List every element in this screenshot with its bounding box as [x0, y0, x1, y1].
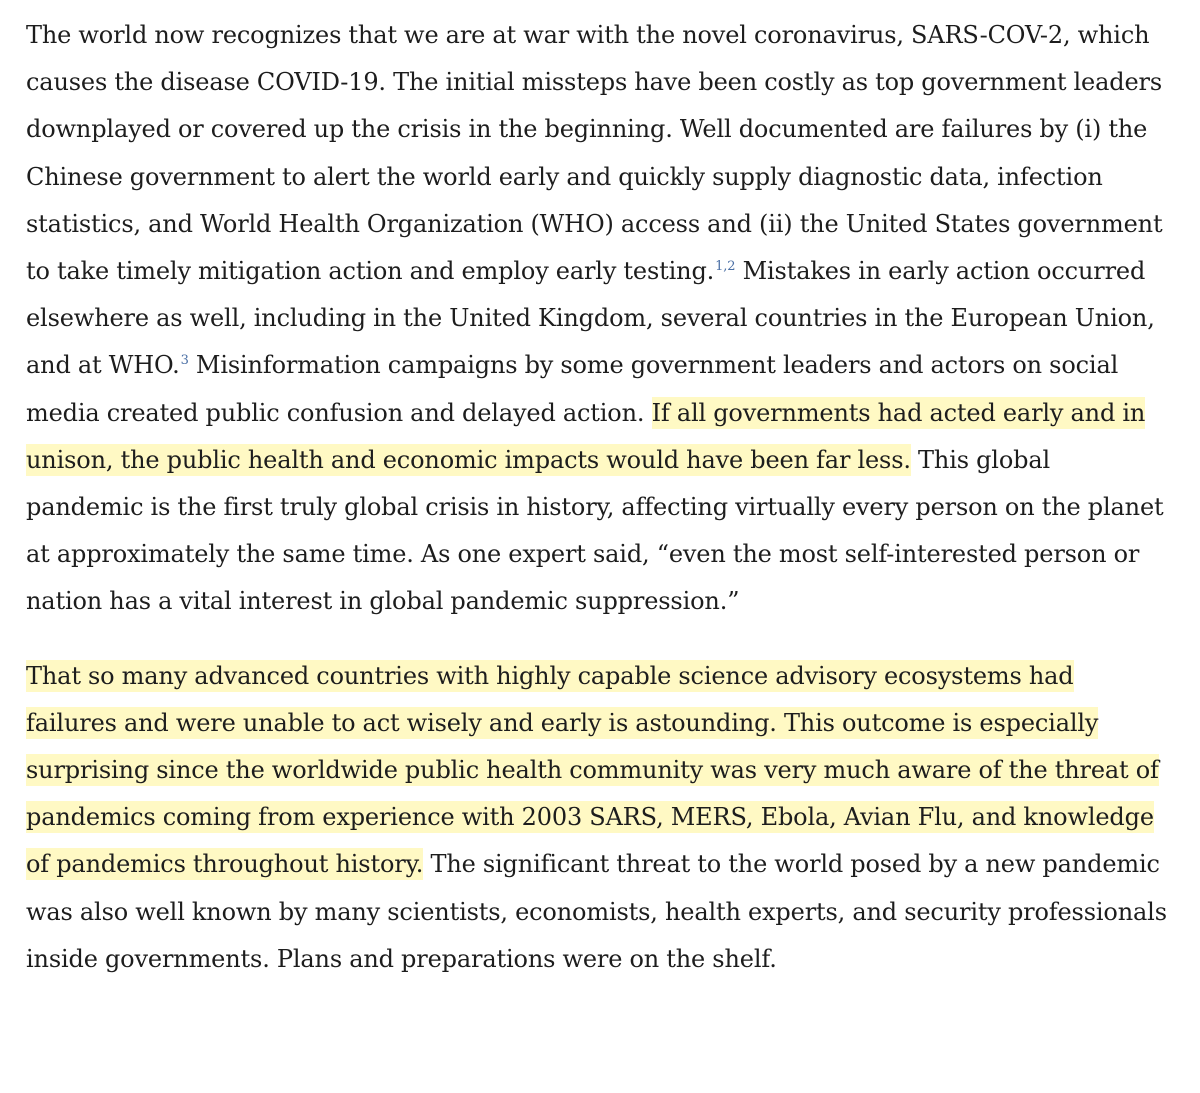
paragraph-1-text-c: Misinformation campaigns by some government leaders and actors on social media created public confusion and delayed action. — [26, 351, 1119, 427]
paragraph-1-text-a: The world now recognizes that we are at war with the novel coronavirus, SARS-COV-2, which causes the disease COVID-19. The initial missteps have been costly as top government leaders downplayed or covered up the crisis in the beginning. Well documented are failures by (i) the Chinese government to alert the world early and quickly supply diagnostic data, infection statistics, and World Health Organization (WHO) access and (ii) the United States government to take timely mitigation action and employ early testing. — [26, 21, 1163, 286]
citation-1-2[interactable]: 1,2 — [715, 259, 736, 275]
paragraph-1 — [26, 12, 1170, 626]
paragraph-2-text-a: The significant threat to the world posed by a new pandemic was also well known by many scientists, economists, health experts, and security professionals inside governments. Plans and preparations were on the shelf. — [26, 850, 1167, 973]
citation-3[interactable]: 3 — [180, 353, 189, 369]
highlighted-passage-2: That so many advanced countries with highly capable science advisory ecosystems had failures and were unable to act wisely and early is astounding. This outcome is especially surprising since the worldwide public health community was very much aware of the threat of pandemics coming from experience with 2003 SARS, MERS, Ebola, Avian Flu, and knowledge of pandemics throughout history. — [26, 661, 1159, 879]
paragraph-2 — [26, 653, 1170, 983]
paragraph-1-text-b: Mistakes in early action occurred elsewhere as well, including in the United Kingdom, several countries in the European Union, and at WHO. — [26, 257, 1155, 380]
highlighted-sentence-1: If all governments had acted early and in unison, the public health and economic impacts would have been far less. — [26, 398, 1146, 474]
paragraph-1-text-d: This global pandemic is the first truly global crisis in history, affecting virtually every person on the planet at approximately the same time. As one expert said, “even the most self-interested person or nation has a vital interest in global pandemic suppression.” — [26, 445, 1164, 616]
